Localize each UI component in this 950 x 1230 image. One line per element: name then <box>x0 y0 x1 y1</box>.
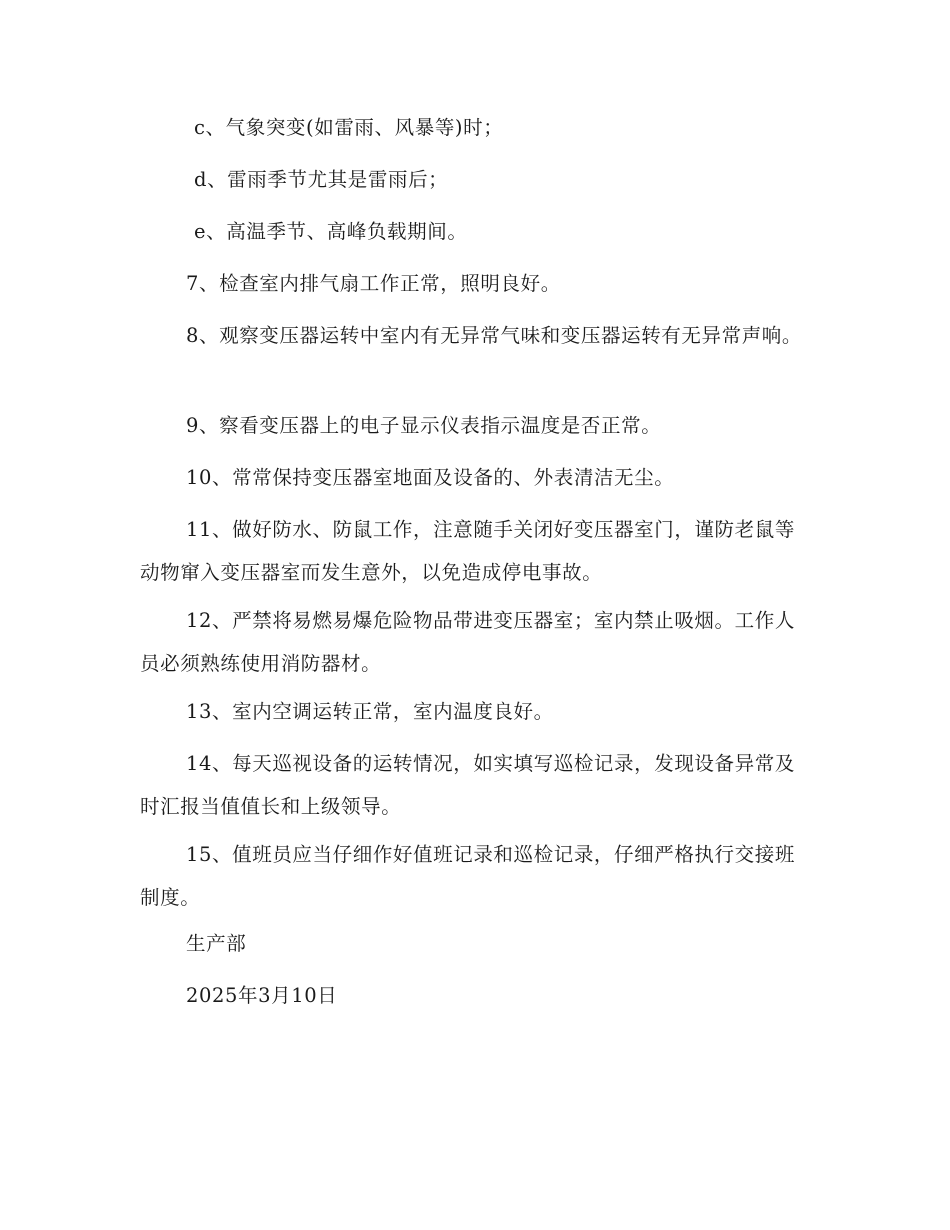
item-12: 12、严禁将易燃易爆危险物品带进变压器室；室内禁止吸烟。工作人员必须熟练使用消防器材。 <box>140 609 795 675</box>
list-item-c: c、气象突变(如雷雨、风暴等)时； <box>194 116 504 139</box>
signature-department: 生产部 <box>186 932 247 955</box>
item-14: 14、每天巡视设备的运转情况，如实填写巡检记录，发现设备异常及时汇报当值值长和上级领导。 <box>140 752 795 818</box>
signature-date: 2025年3月10日 <box>186 984 338 1007</box>
item-13: 13、室内空调运转正常，室内温度良好。 <box>186 700 554 723</box>
item-11: 11、做好防水、防鼠工作，注意随手关闭好变压器室门，谨防老鼠等动物窜入变压器室而发生意外，以免造成停电事故。 <box>140 518 795 584</box>
item-15: 15、值班员应当仔细作好值班记录和巡检记录，仔细严格执行交接班制度。 <box>140 843 795 909</box>
item-10: 10、常常保持变压器室地面及设备的、外表清洁无尘。 <box>186 466 675 489</box>
list-item-d: d、雷雨季节尤其是雷雨后； <box>194 168 449 191</box>
item-8: 8、观察变压器运转中室内有无异常气味和变压器运转有无异常声响。 <box>186 324 803 347</box>
item-9: 9、察看变压器上的电子显示仪表指示温度是否正常。 <box>186 414 662 437</box>
item-7: 7、检查室内排气扇工作正常，照明良好。 <box>186 272 561 295</box>
list-item-e: e、高温季节、高峰负载期间。 <box>194 220 468 243</box>
